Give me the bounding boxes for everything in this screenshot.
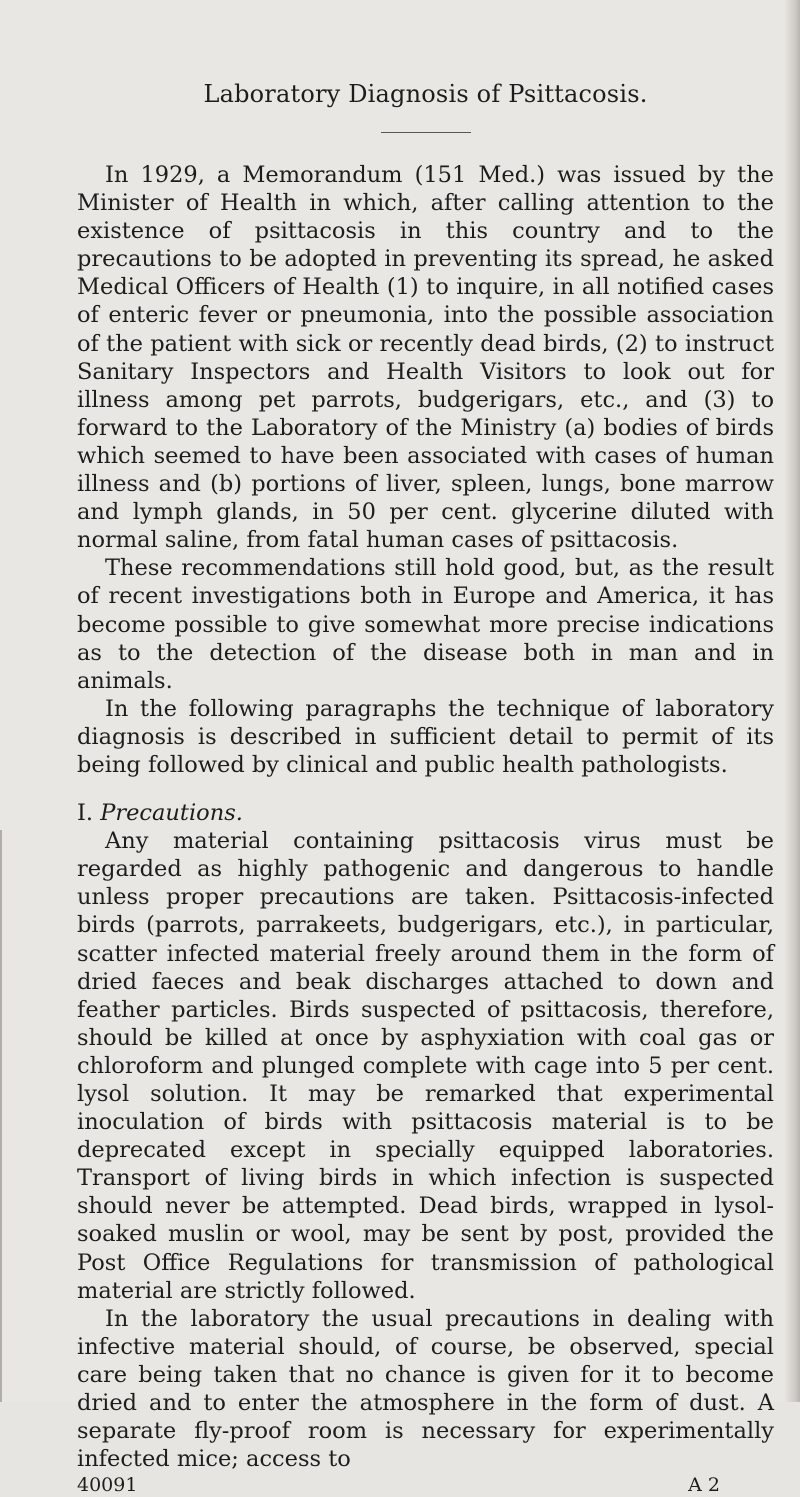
section-number: I. bbox=[77, 800, 94, 827]
page-footer bbox=[77, 1473, 774, 1497]
page-title: Laboratory Diagnosis of Psittacosis. bbox=[203, 80, 648, 108]
paragraph-recommendations: These recommendations still hold good, but, as the result of recent investigations both in Europe and America, it has become possible to give somewhat more precise indications as to the detection of the disease both in man and in animals. bbox=[77, 555, 774, 694]
section-spacer bbox=[77, 779, 774, 799]
document-body bbox=[77, 78, 774, 1497]
paragraph-technique: In the following paragraphs the technique of laboratory diagnosis is described in sufficient detail to permit of its being followed by clinical and public health pathologists. bbox=[77, 695, 774, 778]
paragraph-laboratory: In the laboratory the usual precautions in dealing with infective material should, of course, be observed, special care being taken that no chance is given for it to become dried and to enter the atmosphere in the form of dust. A separate fly-proof room is necessary for experimentally infected mice; access to bbox=[77, 1305, 774, 1473]
title-rule bbox=[381, 132, 471, 133]
print-code: 40091 bbox=[77, 1474, 138, 1497]
section-heading bbox=[77, 799, 774, 827]
signature-mark: A 2 bbox=[688, 1474, 720, 1497]
page-edge-shadow bbox=[784, 0, 800, 1402]
page-margin-line bbox=[0, 830, 2, 1402]
paragraph-precautions: Any material containing psittacosis virus must be regarded as highly pathogenic and dangerous to handle unless proper precautions are taken. Psittacosis-infected birds (parrots, parrakeets, budgerigars, etc.), in particular, scatter infected material freely around them in the form of dried faeces and beak discharges attached to down and feather particles. Birds suspected of psittacosis, therefore, should be killed at once by asphyxiation with coal gas or chloroform and plunged complete with cage into 5 per cent. lysol solution. It may be remarked that experimental inoculation of birds with psittacosis material is to be deprecated except in specially equipped laboratories. Transport of living birds in which infection is suspected should never be attempted. Dead birds, wrapped in lysol-soaked muslin or wool, may be sent by post, provided the Post Office Regulations for transmission of pathological material are strictly followed. bbox=[77, 828, 774, 1304]
section-heading-text: Precautions. bbox=[100, 800, 243, 827]
paragraph-memorandum: In 1929, a Memorandum (151 Med.) was issued by the Minister of Health in which, after calling attention to the existence of psittacosis in this country and to the precautions to be adopted in preventing its spread, he asked Medical Officers of Health (1) to inquire, in all notified cases of enteric fever or pneumonia, into the possible association of the patient with sick or recently dead birds, (2) to instruct Sanitary Inspectors and Health Visitors to look out for illness among pet parrots, budgerigars, etc., and (3) to forward to the Laboratory of the Ministry (a) bodies of birds which seemed to have been associated with cases of human illness and (b) portions of liver, spleen, lungs, bone marrow and lymph glands, in 50 per cent. glycerine diluted with normal saline, from fatal human cases of psittacosis. bbox=[77, 162, 774, 554]
